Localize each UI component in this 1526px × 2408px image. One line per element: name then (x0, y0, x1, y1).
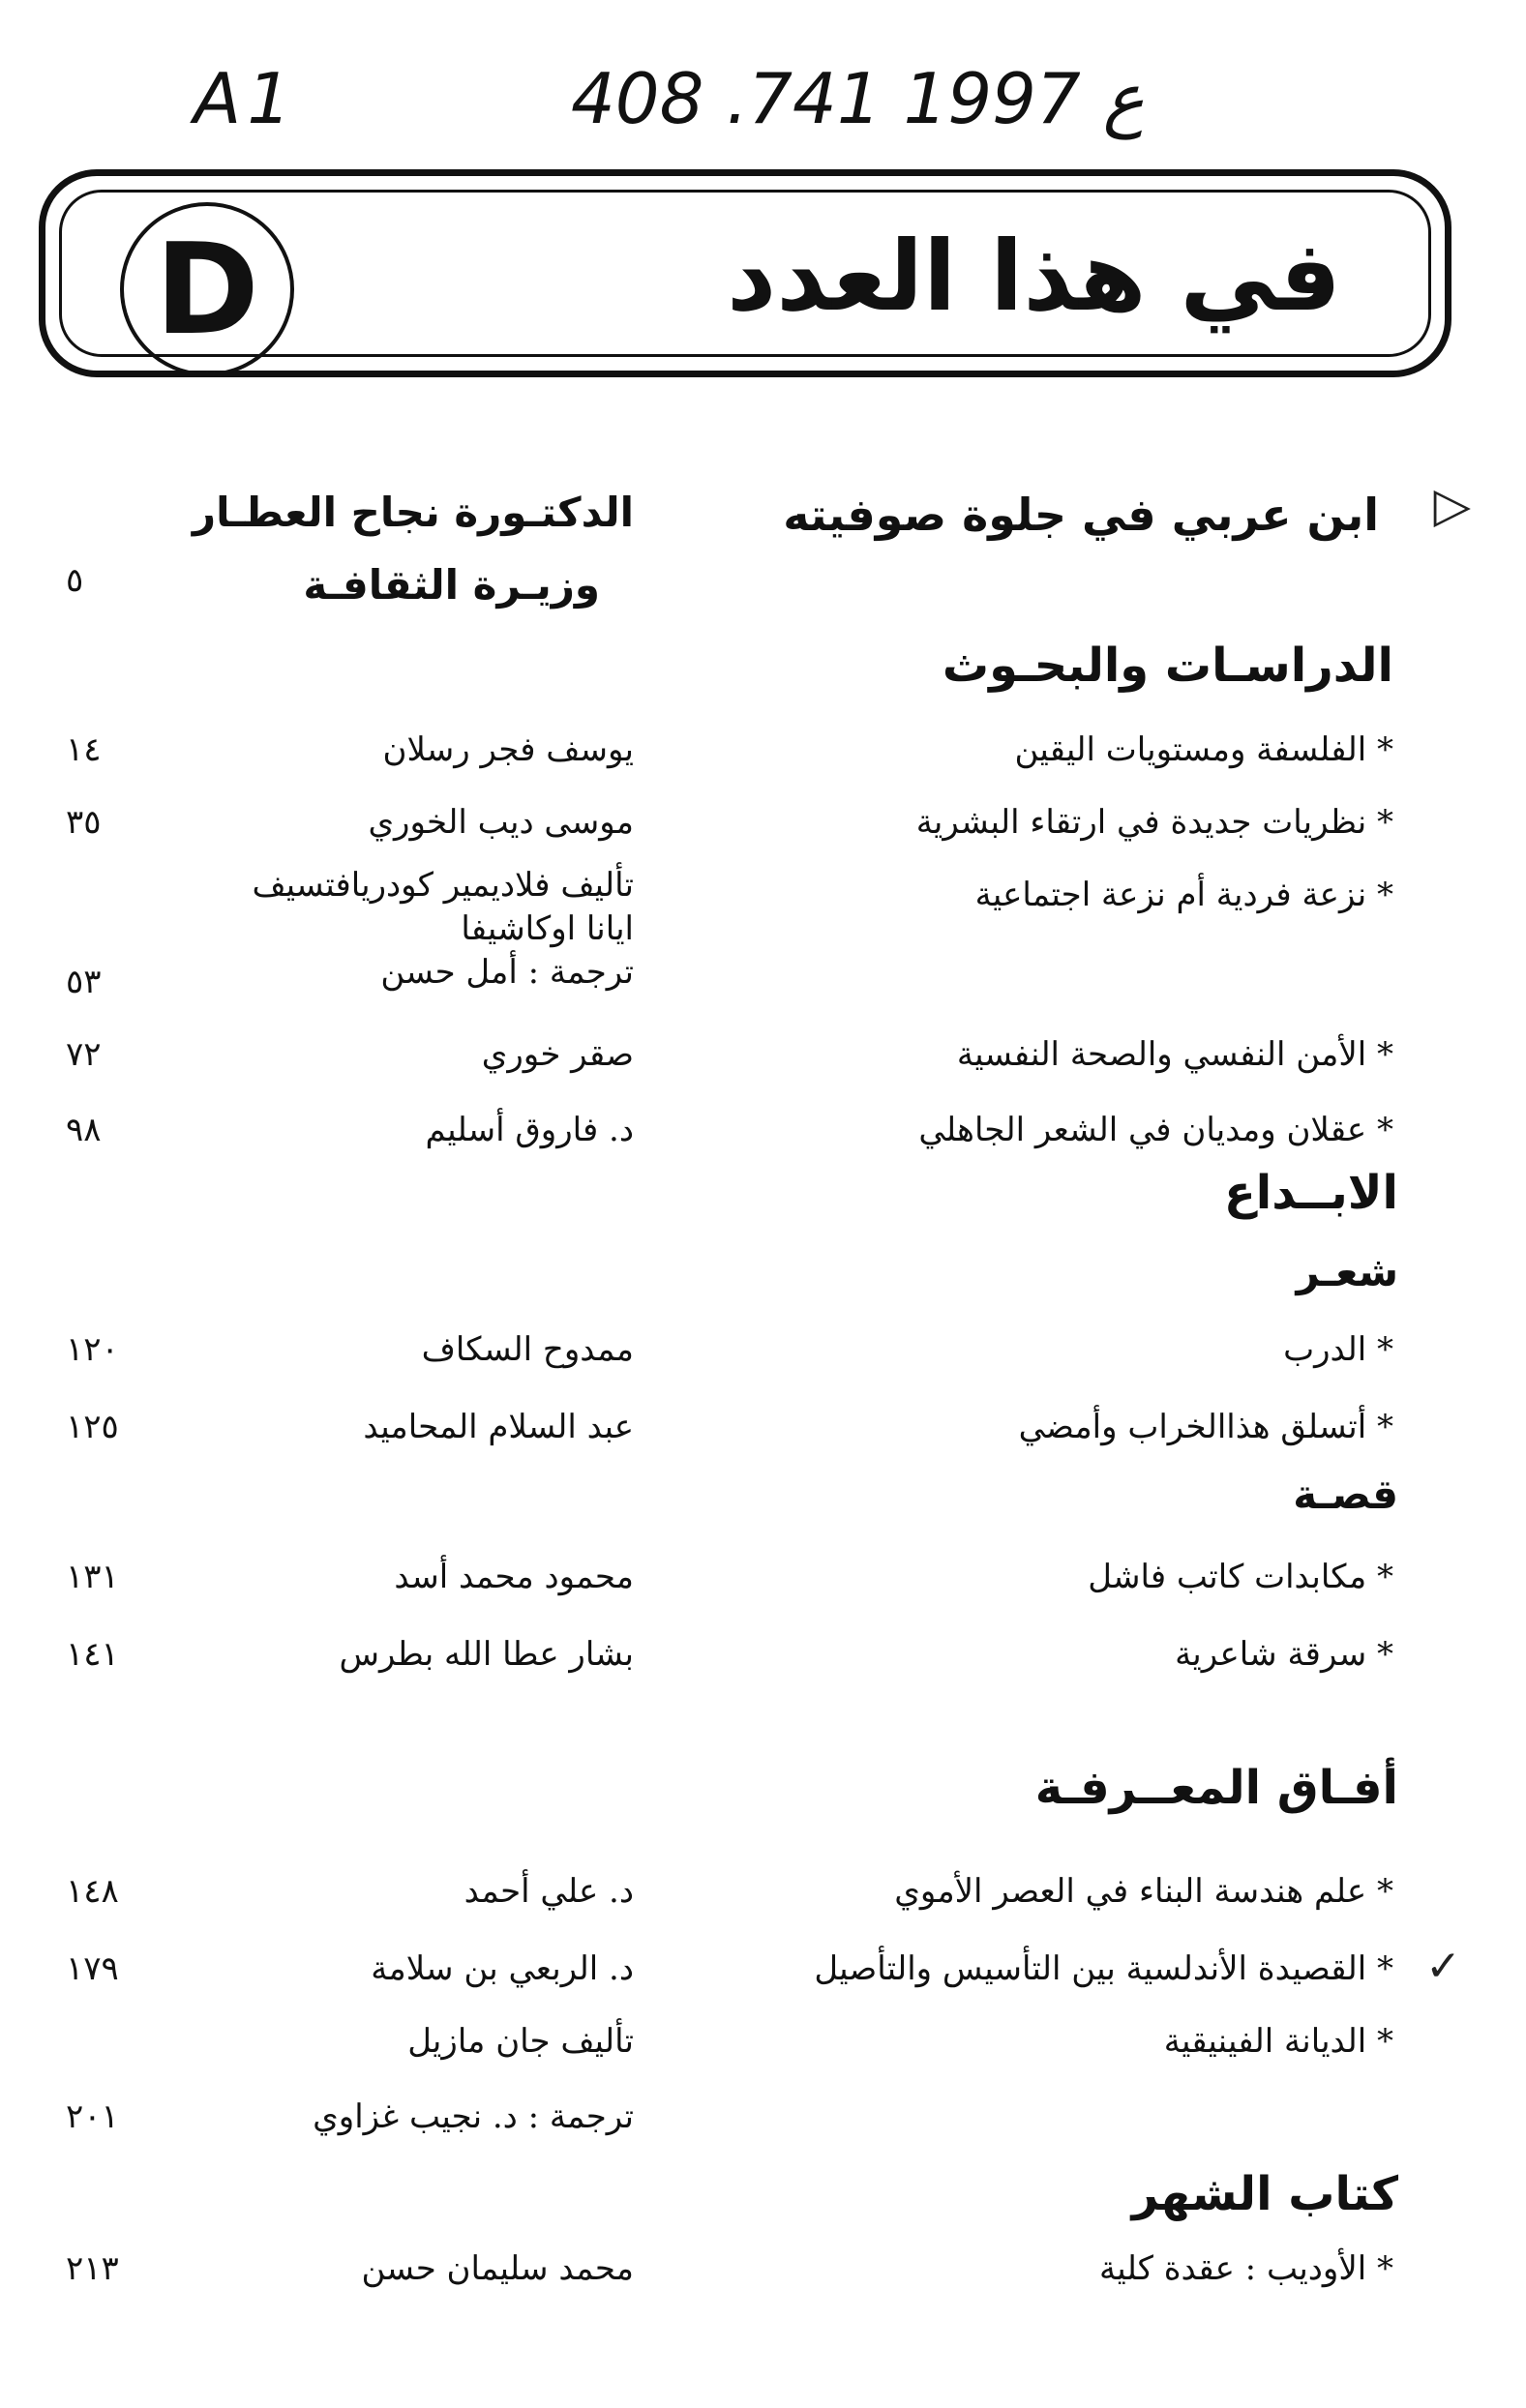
section-heading-row (48, 2167, 1451, 2225)
entry-title: * الدرب (1283, 1330, 1393, 1369)
toc-entry (48, 2249, 1451, 2307)
entry-author: تأليف فلاديمير كودريافتسيف (252, 866, 634, 905)
page-number: ٢٠١ (66, 2097, 119, 2136)
entry-author: د. الربعي بن سلامة (371, 1949, 634, 1988)
entry-author: صقر خوري (481, 1035, 634, 1074)
page-number: ٢١٣ (66, 2249, 119, 2288)
section-heading-row (48, 1166, 1451, 1224)
entry-title: * الفلسفة ومستويات اليقين (1014, 730, 1393, 769)
page-number: ١٤١ (66, 1635, 119, 1674)
page-number: ١٣١ (66, 1558, 119, 1596)
entry-author: ترجمة : د. نجيب غزاوي (313, 2097, 634, 2136)
entry-author: ايانا اوكاشيفا (461, 909, 634, 948)
lead-row-2 (48, 561, 1451, 619)
page-number: ١٧٩ (66, 1949, 119, 1988)
handwritten-note-left: A1 (194, 58, 298, 139)
checkmark-icon: ✓ (1425, 1942, 1461, 1991)
lead-article-title: ابن عربي في جلوة صوفيته (783, 489, 1379, 541)
lead-author: الدكتـورة نجاح العطـار (192, 489, 634, 536)
circled-letter-badge: D (120, 202, 294, 376)
subsection-heading-row (48, 1471, 1451, 1529)
page-number: ١٢٠ (66, 1330, 119, 1369)
page-number: ٥ (66, 561, 84, 600)
entry-title: * أتسلق هذاالخراب وأمضي (1018, 1408, 1393, 1446)
section-heading-row (48, 639, 1451, 697)
entry-author: ممدوح السكاف (421, 1330, 634, 1369)
contents-banner (39, 169, 1451, 377)
section-heading-book: كتاب الشهر (1131, 2167, 1398, 2221)
toc-entry (48, 953, 1451, 1011)
page-number: ٣٥ (66, 803, 102, 842)
entry-author: بشار عطا الله بطرس (339, 1635, 634, 1674)
entry-title: * الديانة الفينيقية (1163, 2022, 1393, 2061)
entry-author: عبد السلام المحاميد (363, 1408, 634, 1446)
section-heading-creativity: الابــداع (1224, 1166, 1398, 1220)
page-number: ٩٨ (66, 1111, 102, 1149)
entry-title: * سرقة شاعرية (1175, 1635, 1393, 1674)
toc-entry (48, 1635, 1451, 1693)
subsection-heading-story: قصـة (1293, 1471, 1398, 1518)
page-number: ١٤٨ (66, 1872, 119, 1911)
entry-author: محمد سليمان حسن (361, 2249, 634, 2288)
section-heading-row (48, 1761, 1451, 1819)
entry-author: ترجمة : أمل حسن (380, 953, 634, 992)
entry-title: * علم هندسة البناء في العصر الأموي (894, 1872, 1393, 1911)
entry-author: تأليف جان مازيل (407, 2022, 634, 2061)
toc-entry (48, 1330, 1451, 1388)
subsection-heading-poetry: شعـر (1296, 1248, 1398, 1295)
toc-entry (48, 730, 1451, 788)
entry-title: * مكابدات كاتب فاشل (1088, 1558, 1393, 1596)
entry-title: * نظريات جديدة في ارتقاء البشرية (915, 803, 1393, 842)
toc-entry (48, 1111, 1451, 1169)
entry-author: د. فاروق أسليم (425, 1111, 634, 1149)
toc-entry (48, 1408, 1451, 1466)
entry-author: موسى ديب الخوري (368, 803, 634, 842)
toc-entry (48, 1942, 1461, 2007)
banner-title: في هذا العدد (726, 220, 1341, 333)
toc-entry (48, 1558, 1451, 1616)
margin-mark-icon: ▷ (1433, 477, 1471, 533)
page-number: ١٢٥ (66, 1408, 119, 1446)
toc-entry (48, 1872, 1451, 1930)
page-number: ٧٢ (66, 1035, 102, 1074)
entry-title: * عقلان ومديان في الشعر الجاهلي (918, 1111, 1393, 1149)
entry-title: * نزعة فردية أم نزعة اجتماعية (974, 876, 1393, 914)
entry-title: * الأمن النفسي والصحة النفسية (956, 1035, 1393, 1074)
entry-title: * القصيدة الأندلسية بين التأسيس والتأصيل (814, 1949, 1393, 1988)
page-number: ١٤ (66, 730, 102, 769)
subsection-heading-row (48, 1248, 1451, 1306)
toc-entry (48, 2097, 1451, 2155)
handwritten-note-right: 408 .ع 1997 741 (571, 58, 1145, 139)
lead-author-role: وزيـرة الثقافـة (303, 561, 600, 609)
banner-inner-frame (59, 190, 1431, 363)
entry-author: د. علي أحمد (464, 1872, 634, 1911)
lead-row (48, 477, 1471, 547)
entry-title: * الأوديب : عقدة كلية (1098, 2249, 1393, 2288)
page-number: ٥٣ (66, 963, 102, 1001)
entry-author: محمود محمد أسد (394, 1558, 634, 1596)
toc-entry (48, 803, 1451, 861)
toc-entry (48, 1035, 1451, 1093)
section-heading-horizons: أفـاق المعــرفـة (1034, 1761, 1398, 1815)
entry-author: يوسف فجر رسلان (382, 730, 634, 769)
section-heading-studies: الدراسـات والبحـوث (942, 639, 1393, 693)
toc-entry (48, 2022, 1451, 2080)
